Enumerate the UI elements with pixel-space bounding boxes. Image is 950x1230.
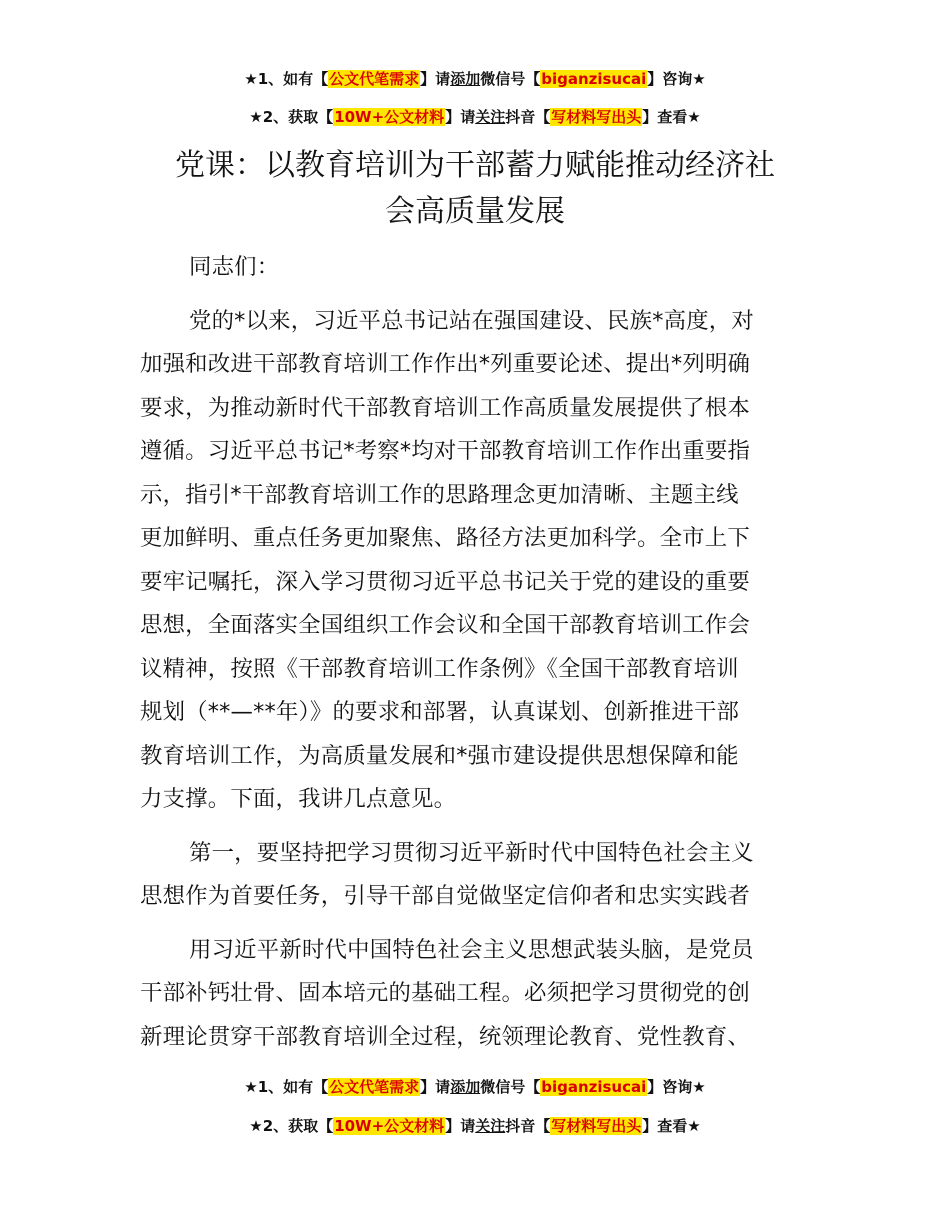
notice-text: ★2、获取【 (249, 108, 334, 126)
paragraph-line: 加强和改进干部教育培训工作作出*列重要论述、提出*列明确 (140, 351, 751, 377)
title-line: 党课：以教育培训为干部蓄力赋能推动经济社 (175, 148, 775, 183)
paragraph-line: 议精神，按照《干部教育培训工作条例》《全国干部教育培训 (140, 655, 739, 682)
paragraph-line: 教育培训工作，为高质量发展和*强市建设提供思想保障和能 (140, 742, 739, 769)
notice-text: 抖音【 (505, 108, 551, 126)
notice-text: ★2、获取【 (249, 1117, 334, 1135)
notice-text: ★1、如有【 (244, 1078, 329, 1096)
paragraph-2 (140, 929, 815, 1060)
paragraph-line: 示，指引*干部教育培训工作的思路理念更加清晰、主题主线 (140, 481, 739, 508)
document-body (140, 246, 815, 1059)
paragraph-line: 规划（**—**年）》的要求和部署，认真谋划、创新推进干部 (140, 699, 740, 725)
paragraph-1 (140, 300, 815, 822)
paragraph-line: 新理论贯穿干部教育培训全过程，统领理论教育、党性教育、 (140, 1023, 750, 1050)
title-line: 会高质量发展 (385, 194, 565, 229)
notice-text: 】咨询★ (647, 70, 706, 88)
paragraph-line: 用习近平新时代中国特色社会主义思想武装头脑，是党员 (189, 936, 754, 963)
paragraph-line: 遵循。习近平总书记*考察*均对干部教育培训工作作出重要指 (140, 438, 751, 464)
highlight-text: 公文代笔需求 (329, 1078, 420, 1096)
underlined-text: 关注 (475, 1117, 506, 1135)
paragraph-line: 力支撑。下面，我讲几点意见。 (140, 786, 457, 812)
notice-text: 】请 (420, 1078, 451, 1096)
notice-text: 】查看★ (642, 1117, 701, 1135)
section-heading-1 (140, 832, 815, 919)
paragraph-line: 干部补钙壮骨、固本培元的基础工程。必须把学习贯彻党的创 (140, 980, 750, 1006)
footer-notice-line-1 (0, 1076, 950, 1098)
wechat-id-highlight: biganzisucai (541, 1078, 647, 1096)
paragraph-line: 更加鲜明、重点任务更加聚焦、路径方法更加科学。全市上下 (140, 525, 750, 551)
notice-text: 微信号【 (480, 1078, 541, 1096)
notice-text: 】请 (420, 70, 451, 88)
notice-text: 】查看★ (642, 108, 701, 126)
document-title (100, 143, 850, 235)
paragraph-line: 党的*以来，习近平总书记站在强国建设、民族*高度，对 (189, 307, 754, 334)
wechat-id-highlight: biganzisucai (541, 70, 647, 88)
notice-text: 抖音【 (505, 1117, 551, 1135)
underlined-text: 添加 (450, 1078, 481, 1096)
highlight-text: 10W+公文材料 (334, 108, 445, 126)
douyin-id-highlight: 写材料写出头 (551, 1117, 642, 1135)
greeting: 同志们： (189, 254, 280, 280)
notice-text: 微信号【 (480, 70, 541, 88)
underlined-text: 关注 (475, 108, 506, 126)
notice-text: 】请 (445, 1117, 476, 1135)
footer-notice-line-2 (0, 1115, 950, 1137)
paragraph-line: 要求，为推动新时代干部教育培训工作高质量发展提供了根本 (140, 394, 750, 421)
notice-text: ★1、如有【 (244, 70, 329, 88)
heading-line: 思想作为首要任务，引导干部自觉做坚定信仰者和忠实实践者 (140, 883, 750, 909)
heading-line: 第一，要坚持把学习贯彻习近平新时代中国特色社会主义 (189, 839, 754, 866)
notice-text: 】请 (445, 108, 476, 126)
header-notice-line-1 (0, 68, 950, 90)
highlight-text: 10W+公文材料 (334, 1117, 445, 1135)
header-notice-line-2 (0, 106, 950, 128)
paragraph-line: 思想，全面落实全国组织工作会议和全国干部教育培训工作会 (140, 612, 750, 638)
notice-text: 】咨询★ (647, 1078, 706, 1096)
paragraph-line: 要牢记嘱托，深入学习贯彻习近平总书记关于党的建设的重要 (140, 568, 750, 595)
douyin-id-highlight: 写材料写出头 (551, 108, 642, 126)
highlight-text: 公文代笔需求 (329, 70, 420, 88)
underlined-text: 添加 (450, 70, 481, 88)
